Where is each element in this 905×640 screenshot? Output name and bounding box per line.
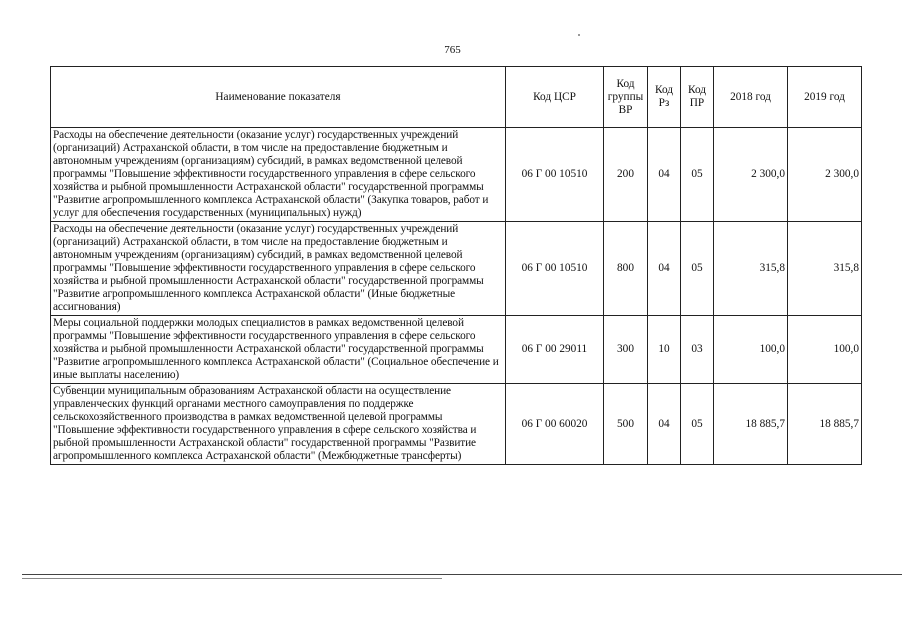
row-2018: 100,0 bbox=[714, 316, 788, 384]
header-2018: 2018 год bbox=[714, 67, 788, 128]
page-divider bbox=[22, 574, 902, 575]
row-rz: 04 bbox=[648, 128, 681, 222]
row-2019: 18 885,7 bbox=[788, 384, 862, 465]
table-row bbox=[51, 222, 862, 316]
table-row bbox=[51, 128, 862, 222]
row-name: Меры социальной поддержки молодых специалистов в рамках ведомственной целевой программы "Повышение эффективности государственного управления в сфере сельского хозяйства и рыбной промышленности Астраханской области" государственной программы "Развитие агропромышленного комплекса Астраханской области" (Социальное обеспечение и иные выплаты населению) bbox=[51, 316, 506, 384]
header-2019: 2019 год bbox=[788, 67, 862, 128]
row-pr: 05 bbox=[681, 384, 714, 465]
row-pr: 05 bbox=[681, 128, 714, 222]
table-row bbox=[51, 384, 862, 465]
row-pr: 05 bbox=[681, 222, 714, 316]
row-csr: 06 Г 00 10510 bbox=[506, 222, 604, 316]
row-csr: 06 Г 00 60020 bbox=[506, 384, 604, 465]
row-vr: 300 bbox=[604, 316, 648, 384]
header-rz: Код Рз bbox=[648, 67, 681, 128]
row-vr: 500 bbox=[604, 384, 648, 465]
header-vr: Код группы ВР bbox=[604, 67, 648, 128]
page-number: 765 bbox=[444, 44, 461, 56]
scan-speck bbox=[578, 34, 580, 36]
row-2019: 315,8 bbox=[788, 222, 862, 316]
row-2018: 2 300,0 bbox=[714, 128, 788, 222]
table-row bbox=[51, 316, 862, 384]
header-pr: Код ПР bbox=[681, 67, 714, 128]
header-csr: Код ЦСР bbox=[506, 67, 604, 128]
row-pr: 03 bbox=[681, 316, 714, 384]
budget-table bbox=[50, 66, 862, 465]
row-name: Субвенции муниципальным образованиям Астраханской области на осуществление управленческих функций органами местного самоуправления по поддержке сельскохозяйственного производства в рамках ведомственной целевой программы "Повышение эффективности государственного управления в сфере сельского хозяйства и рыбной промышленности Астраханской области" государственной программы "Развитие агропромышленного комплекса Астраханской области" (Межбюджетные трансферты) bbox=[51, 384, 506, 465]
row-rz: 04 bbox=[648, 384, 681, 465]
row-name: Расходы на обеспечение деятельности (оказание услуг) государственных учреждений (организаций) Астраханской области, в том числе на предоставление бюджетным и автономным учреждениям (организациям) субсидий, в рамках ведомственной целевой программы "Повышение эффективности государственного управления в сфере сельского хозяйства и рыбной промышленности Астраханской области" государственной программы "Развитие агропромышленного комплекса Астраханской области" (Закупка товаров, работ и услуг для обеспечения государственных (муниципальных) нужд) bbox=[51, 128, 506, 222]
row-rz: 10 bbox=[648, 316, 681, 384]
row-csr: 06 Г 00 10510 bbox=[506, 128, 604, 222]
row-2019: 100,0 bbox=[788, 316, 862, 384]
row-csr: 06 Г 00 29011 bbox=[506, 316, 604, 384]
row-vr: 800 bbox=[604, 222, 648, 316]
row-name: Расходы на обеспечение деятельности (оказание услуг) государственных учреждений (организаций) Астраханской области, в том числе на предоставление бюджетным и автономным учреждениям (организациям) субсидий, в рамках ведомственной целевой программы "Повышение эффективности государственного управления в сфере сельского хозяйства и рыбной промышленности Астраханской области" государственной программы "Развитие агропромышленного комплекса Астраханской области" (Иные бюджетные ассигнования) bbox=[51, 222, 506, 316]
row-rz: 04 bbox=[648, 222, 681, 316]
row-2019: 2 300,0 bbox=[788, 128, 862, 222]
page-divider-secondary bbox=[22, 578, 442, 579]
row-2018: 18 885,7 bbox=[714, 384, 788, 465]
row-vr: 200 bbox=[604, 128, 648, 222]
row-2018: 315,8 bbox=[714, 222, 788, 316]
header-name: Наименование показателя bbox=[51, 67, 506, 128]
header-row bbox=[51, 67, 862, 128]
